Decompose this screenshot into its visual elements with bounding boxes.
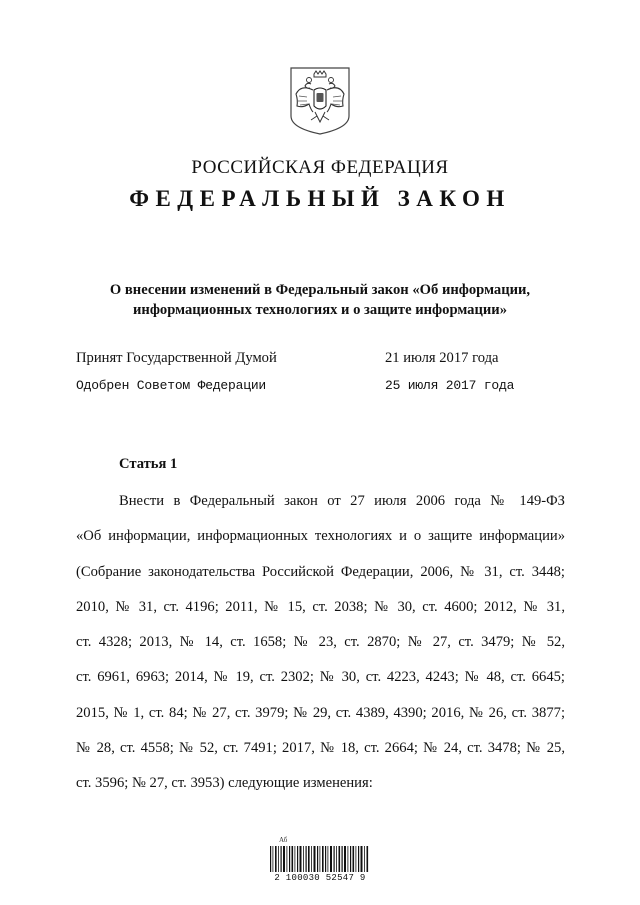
article-line: 2010, № 31, ст. 4196; 2011, № 15, ст. 2038; № 30, ст. 4600; 2012, № 31, [76,598,565,615]
article-line: ст. 3596; № 27, ст. 3953) следующие изменения: [76,775,373,792]
article-line: ст. 6961, 6963; 2014, № 19, ст. 2302; № 30, ст. 4223, 4243; № 48, ст. 6645; [76,669,565,686]
article-line: (Собрание законодательства Российской Федерации, 2006, № 31, ст. 3448; [76,563,565,580]
article-line: «Об информации, информационных технологиях и о защите информации» [76,528,565,545]
adopted-by-duma-label: Принят Государственной Думой [76,350,277,366]
article-line: ст. 4328; 2013, № 14, ст. 1658; № 23, ст. 2870; № 27, ст. 3479; № 52, [76,634,565,651]
approved-date: 25 июля 2017 года [385,378,515,393]
barcode-icon [268,846,372,874]
approved-by-council-label: Одобрен Советом Федерации [76,378,267,393]
article-line: № 28, ст. 4558; № 52, ст. 7491; 2017, № 18, ст. 2664; № 24, ст. 3478; № 25, [76,740,565,757]
footer-mark: Аб [279,836,288,844]
law-title-line-1: О внесении изменений в Федеральный закон «Об информации, [109,282,531,298]
article-heading: Статья 1 [119,456,178,472]
document-type-heading: ФЕДЕРАЛЬНЫЙ ЗАКОН [129,186,511,211]
article-line: Внести в Федеральный закон от 27 июля 2006 года № 149-ФЗ [119,493,565,509]
russian-coat-of-arms-icon [287,66,353,136]
adopted-date: 21 июля 2017 года [385,350,499,366]
country-name: РОССИЙСКАЯ ФЕДЕРАЦИЯ [191,157,449,178]
article-body [76,484,565,802]
article-line: 2015, № 1, ст. 84; № 27, ст. 3979; № 29, ст. 4389, 4390; 2016, № 26, ст. 3877; [76,704,565,721]
law-title [0,280,640,320]
law-title-line-2: информационных технологиях и о защите информации» [133,302,507,318]
barcode-number: 2 100030 52547 9 [274,873,366,883]
